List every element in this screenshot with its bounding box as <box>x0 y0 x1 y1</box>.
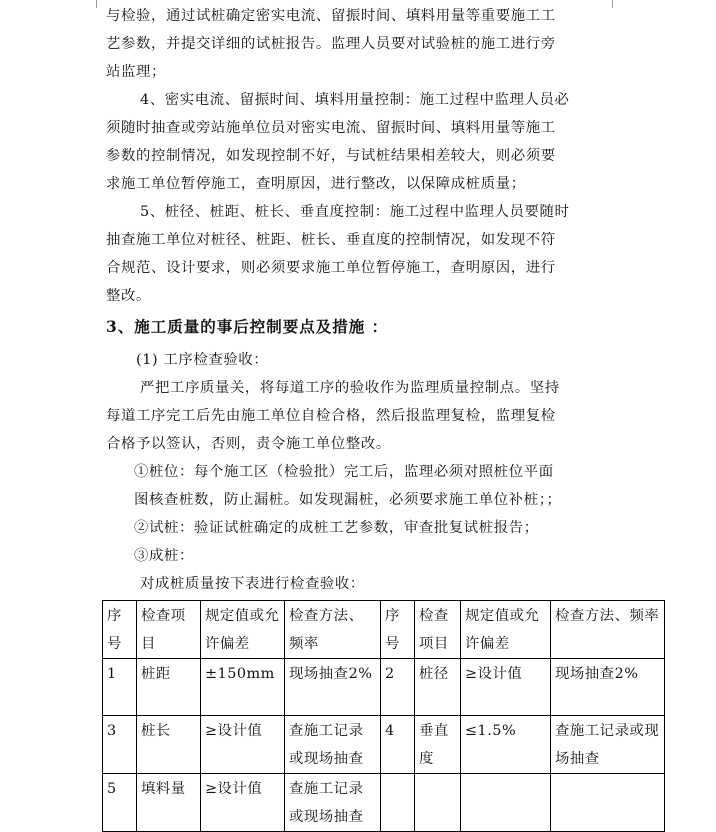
table-cell: ≥设计值 <box>201 716 285 774</box>
header-cell: 检查项目 <box>137 601 201 659</box>
table-cell: ≥设计值 <box>461 659 551 716</box>
header-cell: 检查方法、频率 <box>551 601 665 659</box>
table-cell: 现场抽查2% <box>551 659 665 716</box>
text-line: ③成桩： <box>134 548 194 564</box>
text-line: ①桩位：每个施工区（检验批）完工后，监理必须对照桩位平面 <box>134 464 554 480</box>
table-cell: 2 <box>381 659 415 716</box>
table-row <box>103 774 665 832</box>
table-cell: 1 <box>103 659 137 716</box>
table-row <box>103 716 665 774</box>
table-cell: 查施工记录或现场抽查 <box>285 716 381 774</box>
table-cell: 4 <box>381 716 415 774</box>
text-line: 合格予以签认，否则，责令施工单位整改。 <box>106 436 391 452</box>
table-cell: 桩距 <box>137 659 201 716</box>
table-cell: 现场抽查2% <box>285 659 381 716</box>
header-cell: 序号 <box>381 601 415 659</box>
text-line: 须随时抽查或旁站施单位员对密实电流、留振时间、填料用量等施工 <box>106 120 556 136</box>
table-cell: 桩径 <box>415 659 461 716</box>
text-line: 对成桩质量按下表进行检查验收： <box>140 576 365 592</box>
text-line: 5、桩径、桩距、桩长、垂直度控制：施工过程中监理人员要随时 <box>140 204 570 220</box>
text-line: 与检验，通过试桩确定密实电流、留振时间、填料用量等重要施工工 <box>106 8 556 24</box>
text-line: 图核查桩数，防止漏桩。如发现漏桩，必须要求施工单位补桩；； <box>134 492 562 508</box>
text-line: 4、密实电流、留振时间、填料用量控制：施工过程中监理人员必 <box>140 92 570 108</box>
table-cell <box>381 774 415 832</box>
table-cell <box>551 774 665 832</box>
crop-mark <box>612 0 613 8</box>
table-cell: 垂直度 <box>415 716 461 774</box>
text-line: 参数的控制情况，如发现控制不好，与试桩结果相差较大，则必须要 <box>106 148 556 164</box>
crop-mark <box>96 0 97 8</box>
table-cell: 3 <box>103 716 137 774</box>
table-cell: 桩长 <box>137 716 201 774</box>
text-line: 抽查施工单位对桩径、桩距、桩长、垂直度的控制情况，如发现不符 <box>106 232 556 248</box>
table-header-row <box>103 601 665 659</box>
text-line: ②试桩：验证试桩确定的成桩工艺参数，审查批复试桩报告； <box>134 520 539 536</box>
text-line: 站监理； <box>106 64 166 80</box>
table-cell: 查施工记录或现场抽查 <box>285 774 381 832</box>
table-cell: ±150mm <box>201 659 285 716</box>
header-cell: 规定值或允许偏差 <box>461 601 551 659</box>
table-cell: 填料量 <box>137 774 201 832</box>
inspection-table <box>102 600 665 832</box>
header-cell: 序号 <box>103 601 137 659</box>
table-cell: ≤1.5% <box>461 716 551 774</box>
text-line: 严把工序质量关，将每道工序的验收作为监理质量控制点。坚持 <box>140 380 560 396</box>
text-line: 整改。 <box>106 288 151 304</box>
table-cell: 5 <box>103 774 137 832</box>
table-cell: 查施工记录或现场抽查 <box>551 716 665 774</box>
header-cell: 规定值或允许偏差 <box>201 601 285 659</box>
text-line: 艺参数，并提交详细的试桩报告。监理人员要对试验桩的施工进行旁 <box>106 36 556 52</box>
table-cell <box>461 774 551 832</box>
header-cell: 检查项目 <box>415 601 461 659</box>
section-heading: 3、施工质量的事后控制要点及措施 ： <box>106 317 389 336</box>
text-line: 每道工序完工后先由施工单位自检合格，然后报监理复检，监理复检 <box>106 408 556 424</box>
text-line: 求施工单位暂停施工，查明原因，进行整改，以保障成桩质量； <box>106 176 526 192</box>
subsection-heading: (1) 工序检查验收： <box>136 352 269 368</box>
table-cell: ≥设计值 <box>201 774 285 832</box>
table-row <box>103 659 665 716</box>
header-cell: 检查方法、频率 <box>285 601 381 659</box>
table-cell <box>415 774 461 832</box>
text-line: 合规范、设计要求，则必须要求施工单位暂停施工，查明原因，进行 <box>106 260 556 276</box>
